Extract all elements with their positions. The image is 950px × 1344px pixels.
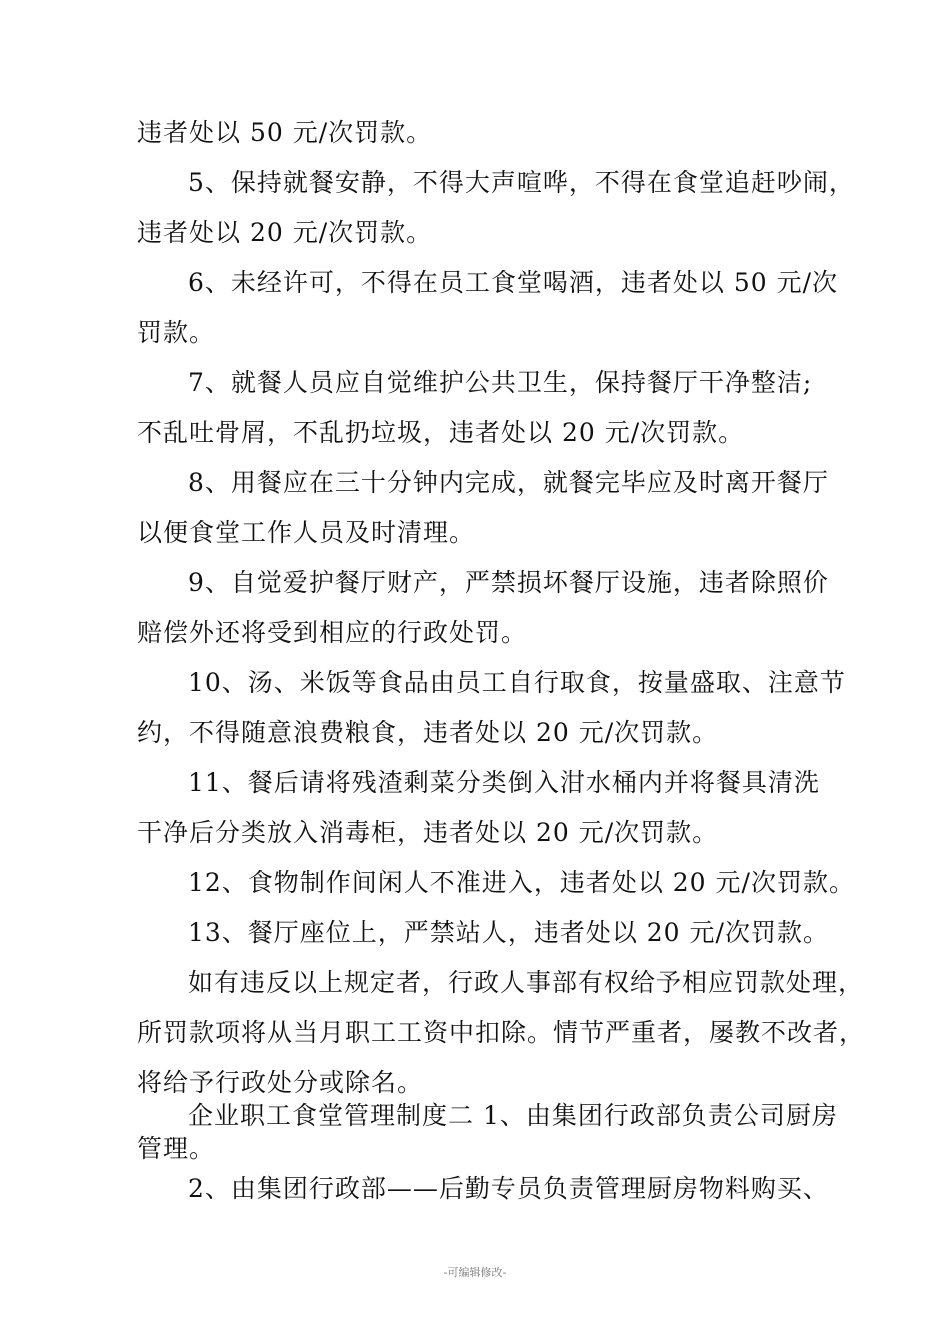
text-line: 13、餐厅座位上，严禁站人，违者处以 20 元/次罚款。 [188,918,829,947]
text-line: 将给予行政处分或除名。 [137,1068,424,1097]
text-line: 罚款。 [137,318,216,347]
text-line: 12、食物制作间闲人不准进入，违者处以 20 元/次罚款。 [188,868,855,897]
text-line: 干净后分类放入消毒柜，违者处以 20 元/次罚款。 [137,818,719,847]
text-line: 2、由集团行政部——后勤专员负责管理厨房物料购买、 [188,1174,829,1203]
text-line: 违者处以 20 元/次罚款。 [137,218,433,247]
text-line: 违者处以 50 元/次罚款。 [137,118,433,147]
text-line: 7、就餐人员应自觉维护公共卫生，保持餐厅干净整洁; [188,368,813,397]
text-line: 10、汤、米饭等食品由员工自行取食，按量盛取、注意节 [188,668,846,697]
text-line: 不乱吐骨屑，不乱扔垃圾，违者处以 20 元/次罚款。 [137,418,745,447]
text-line: 赔偿外还将受到相应的行政处罚。 [137,618,528,647]
text-line: 企业职工食堂管理制度二 1、由集团行政部负责公司厨房 [188,1101,838,1130]
text-line: 5、保持就餐安静，不得大声喧哗，不得在食堂追赶吵闹， [188,168,855,197]
text-line: 管理。 [137,1134,216,1163]
text-line: 以便食堂工作人员及时清理。 [137,518,476,547]
text-line: 如有违反以上规定者，行政人事部有权给予相应罚款处理， [188,968,865,997]
text-line: 8、用餐应在三十分钟内完成，就餐完毕应及时离开餐厅 [188,468,829,497]
text-line: 所罚款项将从当月职工工资中扣除。情节严重者，屡教不改者， [137,1018,866,1047]
text-line: 11、餐后请将残渣剩菜分类倒入泔水桶内并将餐具清洗 [188,768,820,797]
text-line: 6、未经许可，不得在员工食堂喝酒，违者处以 50 元/次 [188,268,839,297]
text-line: 约，不得随意浪费粮食，违者处以 20 元/次罚款。 [137,718,719,747]
text-line: 9、自觉爱护餐厅财产，严禁损坏餐厅设施，违者除照价 [188,568,829,597]
page-footer: -可编辑修改- [443,1266,507,1279]
